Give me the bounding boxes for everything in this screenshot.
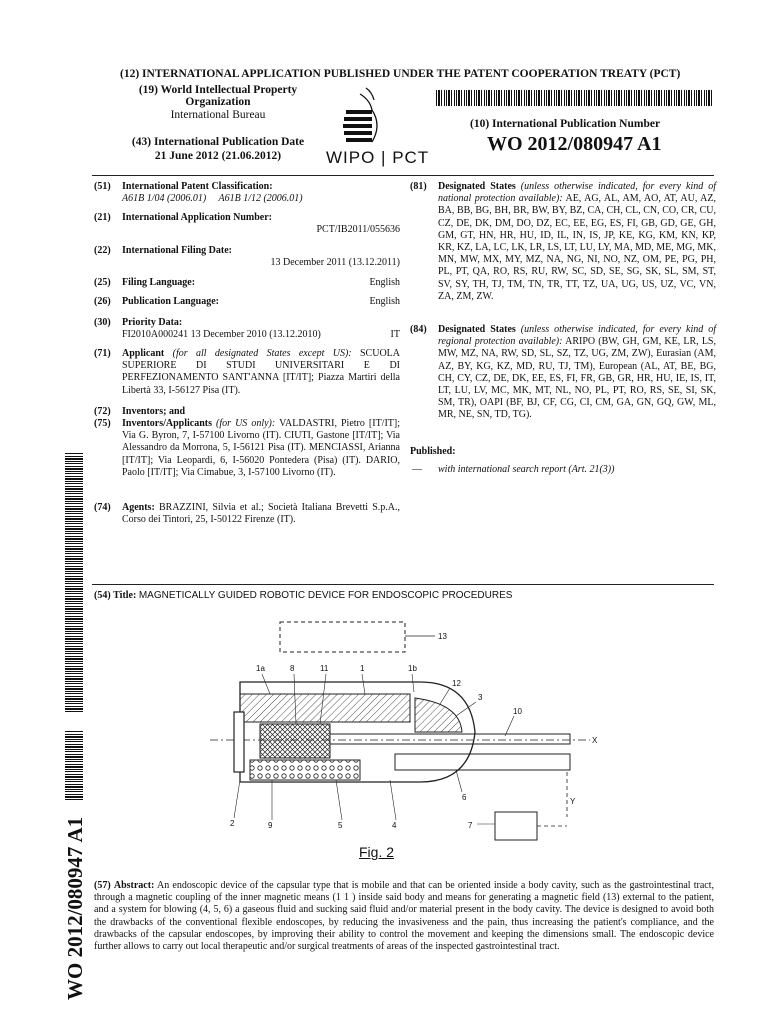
label-1b: 1b — [408, 664, 417, 673]
label-5: 5 — [338, 821, 343, 830]
working-channel — [330, 734, 570, 744]
blowing-system — [250, 760, 360, 780]
field-25-value: English — [369, 277, 400, 288]
patent-figure — [200, 612, 620, 842]
field-21-number: (21) — [94, 212, 111, 223]
organization-line-1: (19) World Intellectual Property — [138, 84, 298, 96]
field-22-value: 13 December 2011 (13.12.2011) — [270, 257, 400, 269]
title-field — [94, 590, 714, 602]
field-72-label: Inventors; and — [122, 406, 186, 417]
title-label: Title: — [113, 590, 137, 601]
wipo-pct-text: WIPO | PCT — [326, 148, 430, 167]
field-75-text: VALDASTRI, Pietro [IT/IT]; Via G. Byron, 7, I-57100 Livorno (IT). CIUTI, Gastone [IT/IT]; Via Alessandro da Morrona, 5, I-56121 Pisa (IT). MENCIASSI, Arianna [IT/IT]; Via Leopardi, 6, I-56020 Pontedera (Pisa) (IT). DARIO, Paolo [IT/IT]; Via Cimabue, 3, I-57100 Livorno (IT). — [122, 418, 400, 478]
label-x: X — [592, 736, 598, 745]
field-81-number: (81) — [410, 181, 427, 192]
field-25-label: Filing Language: — [122, 277, 196, 288]
field-75-note: (for US only): — [216, 418, 276, 429]
field-74-text: BRAZZINI, Silvia et al.; Società Italiana Brevetti S.p.A., Corso dei Tintori, 25, I-50122 Firenze (IT). — [122, 502, 400, 526]
side-publication-number: WO 2012/080947 A1 — [63, 816, 87, 1000]
publication-date-value: 21 June 2012 (21.06.2012) — [154, 150, 282, 162]
field-51-number: (51) — [94, 181, 111, 192]
field-75-label: Inventors/Applicants — [122, 418, 213, 429]
external-magnet-outline — [280, 622, 405, 652]
field-71-label: Applicant — [122, 348, 165, 359]
field-81-label: Designated States — [438, 181, 516, 192]
label-2: 2 — [230, 819, 235, 828]
label-11: 11 — [320, 664, 329, 673]
field-22-label: International Filing Date: — [122, 245, 232, 256]
field-74 — [94, 502, 400, 526]
label-6: 6 — [462, 793, 467, 802]
field-72 — [94, 406, 400, 418]
header-rule — [92, 175, 714, 176]
publication-number: WO 2012/080947 A1 — [487, 133, 662, 155]
field-30-label: Priority Data: — [122, 317, 183, 328]
bureau-name: International Bureau — [170, 109, 266, 121]
title-number: (54) — [94, 590, 111, 601]
field-71-number: (71) — [94, 348, 111, 359]
field-21-label: International Application Number: — [122, 212, 273, 223]
abstract-label: Abstract: — [113, 880, 155, 891]
field-84-text: ARIPO (BW, GH, GM, KE, LR, LS, MW, MZ, NA, RW, SD, SL, SZ, TZ, UG, ZM, ZW), Eurasian (AM, AZ, BY, KG, KZ, MD, RU, TJ, TM), European (AL, AT, BE, BG, CH, CY, CZ, DE, DK, EE, ES, FI, FR, GB, GR, HR, HU, IE, IS, IT, LT, LU, LV, MC, MK, MT, NL, NO, PL, PT, RO, RS, SE, SI, SK, SM, TR), OAPI (BF, BJ, CF, CG, CI, CM, GA, GN, GQ, GW, ML, MR, NE, SN, TD, TG). — [438, 336, 716, 421]
wipo-logo — [326, 80, 436, 172]
field-51-label: International Patent Classification: — [122, 181, 273, 192]
field-74-label: Agents: — [122, 502, 155, 513]
field-71 — [94, 348, 400, 397]
field-84-label: Designated States — [438, 324, 516, 335]
field-21-value: PCT/IB2011/055636 — [316, 224, 400, 236]
field-25 — [94, 277, 400, 289]
published-label: Published: — [410, 446, 456, 457]
label-13: 13 — [438, 632, 447, 641]
label-9: 9 — [268, 821, 273, 830]
wipo-emblem-icon — [326, 80, 436, 150]
field-81-text: AE, AG, AL, AM, AO, AT, AU, AZ, BA, BB, BG, BH, BR, BW, BY, BZ, CA, CH, CL, CN, CO, CR, CU, CZ, DE, DK, DM, DO, DZ, EC, EE, EG, ES, FI, GB, GD, GE, GH, GM, GT, HN, HR, HU, ID, IL, IN, IS, JP, KE, KG, KM, KN, KP, KR, KZ, LA, LC, LK, LR, LS, LT, LU, LY, MA, MD, ME, MG, MK, MN, MW, MX, MY, MZ, NA, NG, NI, NO, NZ, OM, PE, PG, PH, PL, PT, QA, RO, RS, RU, RW, SC, SD, SE, SG, SK, SL, SM, ST, SV, SY, TH, TJ, TM, TN, TR, TT, TZ, UA, UG, US, UZ, VC, VN, ZA, ZM, ZW. — [438, 193, 716, 302]
field-84-note: (unless otherwise indicated, for every kind of regional protection available): — [438, 324, 716, 348]
field-26-value: English — [369, 296, 400, 307]
label-y: Y — [570, 797, 576, 806]
field-30-value: FI2010A000241 13 December 2010 (13.12.2010) — [122, 329, 321, 341]
abstract-text: An endoscopic device of the capsular type that is mobile and that can be oriented inside a body cavity, such as the gastrointestinal tract, through a magnetic coupling of the inner magnetic means (1 1 ) inside said body and means for generating a magnetic field (13) external to the patient, and a system for blowing (4, 5, 6) a gaseous fluid and sucking said fluid and/or material present in the body cavity. The device is designed to avoid both the drawbacks of the conventional flexible endoscopes, by reducing the invasiveness and the pain, thus increasing the patient's compliance, and the drawbacks of the capsular endoscopes, by improving their ability to control the movement and keeping the dimensions small. The endoscopic device further allows to carry out local therapeutic and/or surgical treatments of areas of the inspected gastrointestinal tract. — [94, 880, 715, 953]
organization-line-2: Organization — [185, 96, 251, 108]
camera-module — [415, 698, 462, 732]
field-71-note: (for all designated States except US): — [172, 348, 352, 359]
label-10: 10 — [513, 707, 522, 716]
title-text: MAGNETICALLY GUIDED ROBOTIC DEVICE FOR ENDOSCOPIC PROCEDURES — [138, 590, 513, 601]
field-30-country: IT — [390, 329, 400, 341]
endoscopic-device-drawing — [200, 612, 620, 842]
field-81-note: (unless otherwise indicated, for every kind of national protection available): — [438, 181, 716, 205]
field-81 — [410, 181, 716, 303]
side-barcode-lower — [65, 730, 83, 800]
field-26-number: (26) — [94, 296, 111, 307]
published-text: with international search report (Art. 21(3)) — [438, 464, 615, 475]
publication-number-label: (10) International Publication Number — [470, 118, 661, 130]
field-75-number: (75) — [94, 418, 111, 429]
field-72-number: (72) — [94, 406, 111, 417]
field-30 — [94, 317, 400, 341]
label-1: 1 — [360, 664, 365, 673]
field-84-number: (84) — [410, 324, 427, 335]
title-rule — [92, 584, 714, 585]
field-51 — [94, 181, 400, 205]
tether-tube — [395, 754, 570, 770]
label-8: 8 — [290, 664, 295, 673]
inner-magnet — [260, 724, 330, 758]
field-26 — [94, 296, 400, 308]
abstract-number: (57) — [94, 880, 111, 891]
abstract — [94, 880, 714, 953]
top-barcode — [436, 90, 714, 106]
field-75 — [94, 418, 400, 479]
capsule-shell-upper — [240, 694, 410, 722]
field-71-text: SCUOLA SUPERIORE DI STUDI UNIVERSITARI E DI PERFEZIONAMENTO SANT'ANNA [IT/IT]; Piazza Martiri della Libertà 33, I-56127 Pisa (IT). — [122, 348, 401, 396]
field-21 — [94, 212, 400, 236]
label-12: 12 — [452, 679, 461, 688]
treaty-heading: (12) INTERNATIONAL APPLICATION PUBLISHED UNDER THE PATENT COOPERATION TREATY (PCT) — [120, 68, 681, 80]
label-4: 4 — [392, 821, 397, 830]
field-30-number: (30) — [94, 317, 111, 328]
publication-date-label: (43) International Publication Date — [131, 136, 305, 148]
label-3: 3 — [478, 693, 483, 702]
label-7: 7 — [468, 821, 473, 830]
figure-caption: Fig. 2 — [359, 844, 395, 860]
field-22-number: (22) — [94, 245, 111, 256]
published-dash: — — [412, 464, 422, 475]
field-51-value: A61B 1/04 (2006.01) A61B 1/12 (2006.01) — [122, 193, 303, 205]
side-barcode — [65, 452, 83, 712]
field-74-number: (74) — [94, 502, 111, 513]
field-22 — [94, 245, 400, 269]
label-1a: 1a — [256, 664, 265, 673]
field-25-number: (25) — [94, 277, 111, 288]
organization-name — [118, 84, 318, 108]
field-26-label: Publication Language: — [122, 296, 219, 307]
suction-unit — [495, 812, 537, 840]
field-84 — [410, 324, 716, 422]
